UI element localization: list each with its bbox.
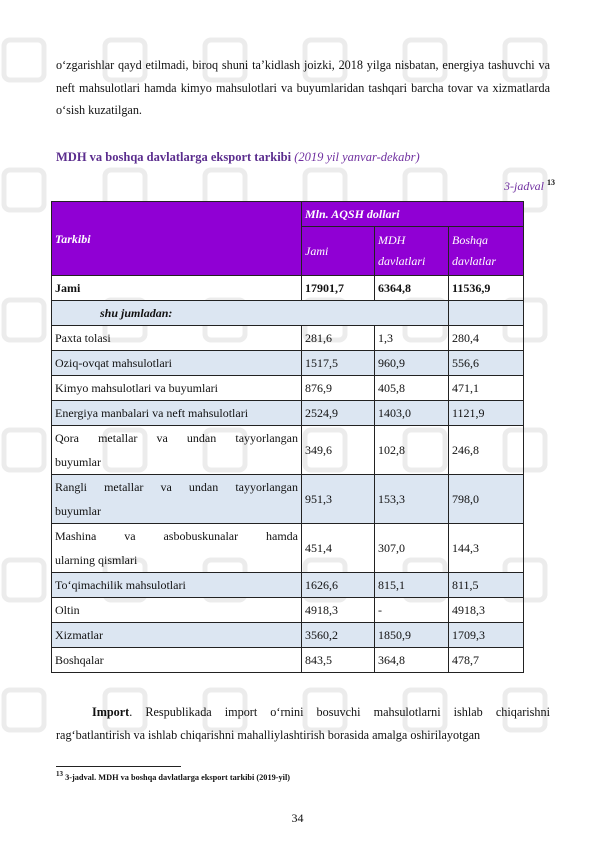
table-row — [52, 623, 524, 648]
table-row — [52, 326, 524, 351]
export-table — [51, 201, 524, 673]
cell-name-line1: Rangli metallar va undan tayyorlangan — [55, 480, 298, 494]
cell-name — [52, 475, 302, 524]
footnote — [56, 770, 290, 782]
cell-sub-label: shu jumladan: — [52, 301, 449, 326]
footnote-ref[interactable]: 13 — [547, 178, 555, 187]
cell-name: Xizmatlar — [52, 623, 302, 648]
col-header-mdh: MDH davlatlari — [375, 227, 449, 276]
cell-mdh: 6364,8 — [375, 276, 449, 301]
cell-mdh: 1403,0 — [375, 401, 449, 426]
cell-boshqa: 556,6 — [449, 351, 524, 376]
cell-boshqa: 144,3 — [449, 524, 524, 573]
footnote-number: 13 — [56, 770, 63, 778]
cell-boshqa: 471,1 — [449, 376, 524, 401]
cell-name — [52, 524, 302, 573]
import-text: . Respublikada import o‘rnini bosuvchi mahsulotlarni ishlab chiqarishni rag‘batlantirish va ishlab chiqarishni mahalliylashtirish borasida amalga oshirilayotgan — [56, 705, 550, 742]
table-row — [52, 426, 524, 475]
cell-boshqa: 1121,9 — [449, 401, 524, 426]
cell-name: Oziq-ovqat mahsulotlari — [52, 351, 302, 376]
table-row — [52, 524, 524, 573]
cell-name: Boshqalar — [52, 648, 302, 673]
cell-boshqa: 1709,3 — [449, 623, 524, 648]
cell-mdh: 1,3 — [375, 326, 449, 351]
cell-name-line2: buyumlar — [55, 504, 101, 518]
table-label — [504, 178, 555, 194]
col-header-boshqa: Boshqa davlatlar — [449, 227, 524, 276]
table-row — [52, 376, 524, 401]
cell-jami: 2524,9 — [302, 401, 375, 426]
footnote-divider — [56, 766, 181, 767]
cell-jami: 843,5 — [302, 648, 375, 673]
cell-name-line2: ularning qismlari — [55, 553, 138, 567]
cell-jami: 281,6 — [302, 326, 375, 351]
cell-boshqa: 811,5 — [449, 573, 524, 598]
cell-boshqa: 11536,9 — [449, 276, 524, 301]
cell-boshqa: 4918,3 — [449, 598, 524, 623]
cell-mdh: 1850,9 — [375, 623, 449, 648]
cell-jami: 951,3 — [302, 475, 375, 524]
cell-name: Jami — [52, 276, 302, 301]
import-term: Import — [92, 705, 130, 719]
cell-name: Oltin — [52, 598, 302, 623]
table-row — [52, 401, 524, 426]
cell-name: Energiya manbalari va neft mahsulotlari — [52, 401, 302, 426]
table-row — [52, 573, 524, 598]
import-paragraph — [56, 701, 550, 746]
cell-boshqa: 246,8 — [449, 426, 524, 475]
cell-jami: 1517,5 — [302, 351, 375, 376]
cell-name-line2: buyumlar — [55, 455, 101, 469]
cell-jami: 3560,2 — [302, 623, 375, 648]
cell-mdh: 307,0 — [375, 524, 449, 573]
section-subtitle: (2019 yil yanvar-dekabr) — [294, 150, 420, 164]
cell-jami: 451,4 — [302, 524, 375, 573]
intro-paragraph: o‘zgarishlar qayd etilmadi, biroq shuni ta’kidlash joizki, 2018 yilga nisbatan, energiya tashuvchi va neft mahsulotlari hamda kimyo mahsulotlari va buyumlaridan tashqari barcha tovar va xizmatlarda o‘sish kuzatilgan. — [56, 58, 550, 117]
footnote-text: 3-jadval. MDH va boshqa davlatlarga eksport tarkibi (2019-yil) — [65, 772, 291, 782]
col-header-jami: Jami — [302, 227, 375, 276]
cell-name: Kimyo mahsulotlari va buyumlari — [52, 376, 302, 401]
cell-mdh: 960,9 — [375, 351, 449, 376]
cell-name — [52, 426, 302, 475]
cell-jami: 17901,7 — [302, 276, 375, 301]
cell-name: To‘qimachilik mahsulotlari — [52, 573, 302, 598]
cell-jami: 1626,6 — [302, 573, 375, 598]
cell-empty — [449, 301, 524, 326]
table-label-text: 3-jadval — [504, 179, 544, 193]
cell-boshqa: 798,0 — [449, 475, 524, 524]
cell-mdh: 102,8 — [375, 426, 449, 475]
cell-name-line1: Qora metallar va undan tayyorlangan — [55, 431, 298, 445]
cell-jami: 876,9 — [302, 376, 375, 401]
col-header-tarkibi: Tarkibi — [52, 202, 302, 276]
table-row — [52, 598, 524, 623]
section-heading — [56, 150, 420, 165]
cell-name: Paxta tolasi — [52, 326, 302, 351]
cell-mdh: 153,3 — [375, 475, 449, 524]
table-row — [52, 475, 524, 524]
cell-mdh: 815,1 — [375, 573, 449, 598]
cell-boshqa: 280,4 — [449, 326, 524, 351]
table-row — [52, 648, 524, 673]
table-row — [52, 351, 524, 376]
cell-mdh: 364,8 — [375, 648, 449, 673]
cell-mdh: - — [375, 598, 449, 623]
section-title: MDH va boshqa davlatlarga eksport tarkibi — [56, 150, 292, 164]
table-row-total — [52, 276, 524, 301]
page-number: 34 — [291, 811, 304, 825]
cell-mdh: 405,8 — [375, 376, 449, 401]
col-header-group: Mln. AQSH dollari — [302, 202, 524, 227]
cell-jami: 4918,3 — [302, 598, 375, 623]
cell-boshqa: 478,7 — [449, 648, 524, 673]
table-row-subheader — [52, 301, 524, 326]
cell-jami: 349,6 — [302, 426, 375, 475]
header-row-top — [52, 202, 524, 227]
cell-name-line1: Mashina va asbobuskunalar hamda — [55, 529, 298, 543]
